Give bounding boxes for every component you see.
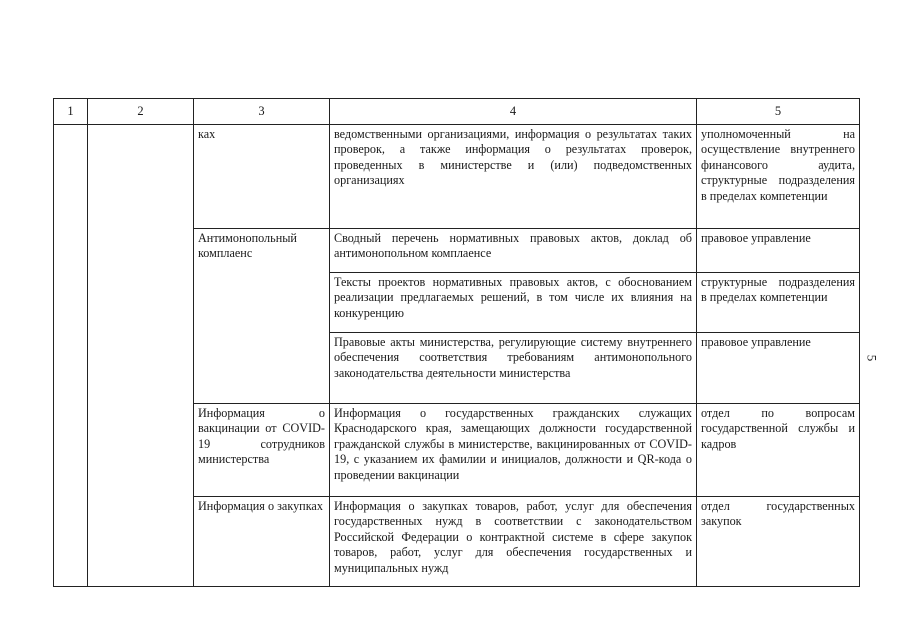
responsible-cell: структурные подразделения в пределах компетенции: [697, 273, 860, 333]
responsible-cell: правовое управление: [697, 229, 860, 273]
document-cell: Информация о государственных гражданских служащих Краснодарского края, замещающих должности государственной гражданской службы в министерстве, вакцинированных от COVID-19, с указанием их фамилии и инициалов, должности и QR-кода о проведении вакцинации: [330, 404, 697, 497]
subject-cell: ках: [194, 125, 330, 229]
document-cell: Информация о закупках товаров, работ, услуг для обеспечения государственных нужд в соответствии с законодательством Российской Федерации о контрактной системе в сфере закупок товаров, работ, услуг для обеспечения государственных и муниципальных нужд: [330, 497, 697, 587]
subject-cell: Информация о закупках: [194, 497, 330, 587]
column-1-cell: [54, 125, 88, 587]
column-number-3: 3: [194, 99, 330, 125]
document-cell: Сводный перечень нормативных правовых актов, доклад об антимонопольном комплаенсе: [330, 229, 697, 273]
column-number-row: [54, 99, 860, 125]
subject-cell: Информация о вакцинации от COVID-19 сотрудников министерства: [194, 404, 330, 497]
page-number: 5: [864, 354, 880, 362]
responsible-cell: уполномоченный на осуществление внутреннего финансового аудита, структурные подразделения в пределах компетенции: [697, 125, 860, 229]
responsible-cell: отдел государственных закупок: [697, 497, 860, 587]
column-2-cell: [88, 125, 194, 587]
column-number-5: 5: [697, 99, 860, 125]
column-number-2: 2: [88, 99, 194, 125]
table-row: [54, 125, 860, 229]
responsible-cell: правовое управление: [697, 333, 860, 404]
document-cell: Тексты проектов нормативных правовых актов, с обоснованием реализации предлагаемых решений, в том числе их влияния на конкуренцию: [330, 273, 697, 333]
responsible-cell: отдел по вопросам государственной службы и кадров: [697, 404, 860, 497]
subject-cell: Антимонопольный комплаенс: [194, 229, 330, 404]
document-table: [53, 98, 860, 587]
column-number-1: 1: [54, 99, 88, 125]
document-cell: ведомственными организациями, информация о результатах таких проверок, а также информация о результатах проверок, проведенных в министерстве и (или) подведомственных организациях: [330, 125, 697, 229]
column-number-4: 4: [330, 99, 697, 125]
document-cell: Правовые акты министерства, регулирующие систему внутреннего обеспечения соответствия требованиям антимонопольного законодательства деятельности министерства: [330, 333, 697, 404]
